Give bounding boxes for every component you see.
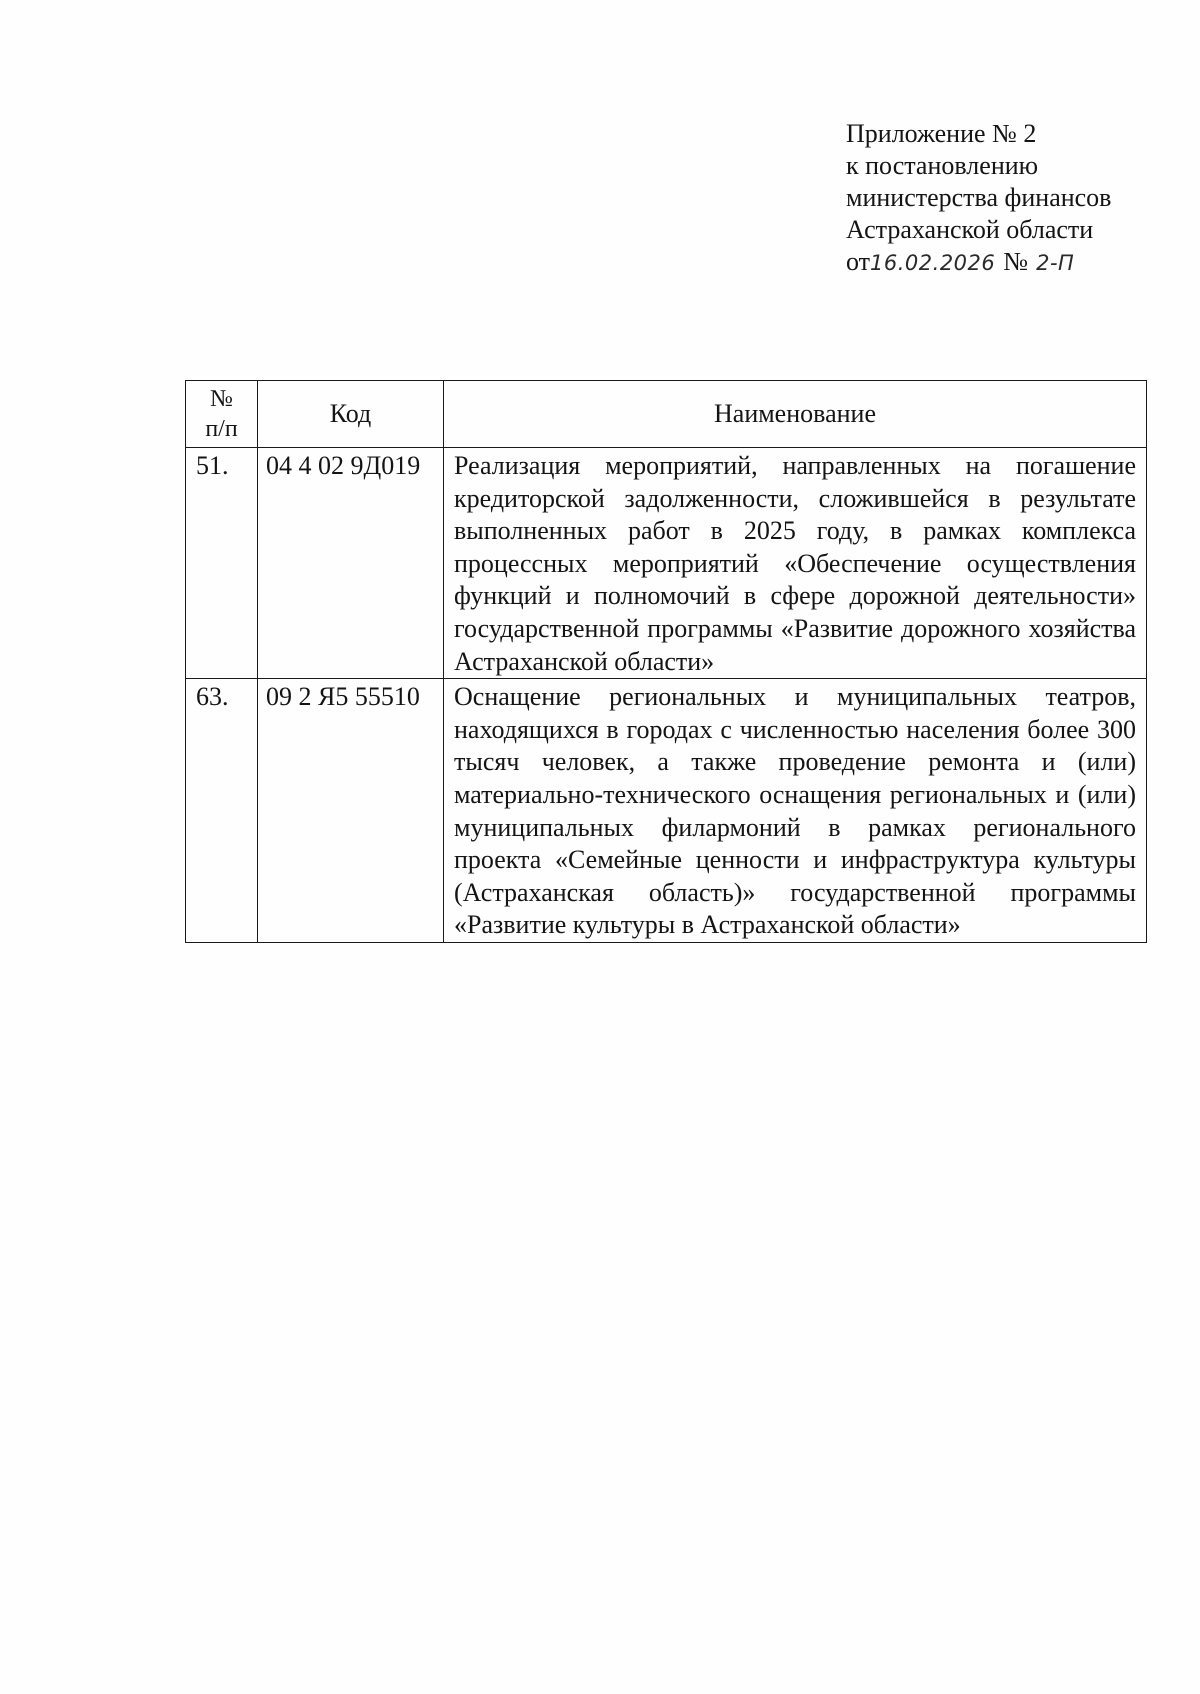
row-code: 04 4 02 9Д019 <box>258 448 444 679</box>
handwritten-number: 2-П <box>1036 251 1075 275</box>
header-number-sign: № <box>210 386 233 412</box>
header-row-number <box>186 381 258 448</box>
appendix-title: Приложение № 2 <box>846 119 1037 148</box>
table-row <box>186 679 1147 943</box>
row-number: 63. <box>186 679 258 943</box>
budget-codes-table <box>185 380 1147 943</box>
appendix-region-line: Астраханской области <box>846 215 1094 244</box>
appendix-header <box>846 118 1166 279</box>
row-code: 09 2 Я5 55510 <box>258 679 444 943</box>
header-code: Код <box>258 381 444 448</box>
row-name: Оснащение региональных и муниципальных театров, находящихся в городах с численностью населения более 300 тысяч человек, а также проведение ремонта и (или) материально-технического оснащения региональных и (или) муниципальных филармоний в рамках регионального проекта «Семейные ценности и инфраструктура культуры (Астраханская область)» государственной программы «Развитие культуры в Астраханской области» <box>444 679 1147 943</box>
row-number: 51. <box>186 448 258 679</box>
row-name: Реализация мероприятий, направленных на погашение кредиторской задолженности, сложившейся в результате выполненных работ в 2025 году, в рамках комплекса процессных мероприятий «Обеспечение осуществления функций и полномочий в сфере дорожной деятельности» государственной программы «Развитие дорожного хозяйства Астраханской области» <box>444 448 1147 679</box>
handwritten-date: 16.02.2026 <box>870 251 996 275</box>
header-number-abbrev: п/п <box>205 416 238 442</box>
number-sign: № <box>1003 247 1029 276</box>
appendix-ministry-line: министерства финансов <box>846 183 1112 212</box>
appendix-date-line <box>846 246 1166 279</box>
appendix-reference-line: к постановлению <box>846 151 1039 180</box>
table-row <box>186 448 1147 679</box>
table-header-row <box>186 381 1147 448</box>
header-name: Наименование <box>444 381 1147 448</box>
date-prefix: от <box>846 247 871 276</box>
